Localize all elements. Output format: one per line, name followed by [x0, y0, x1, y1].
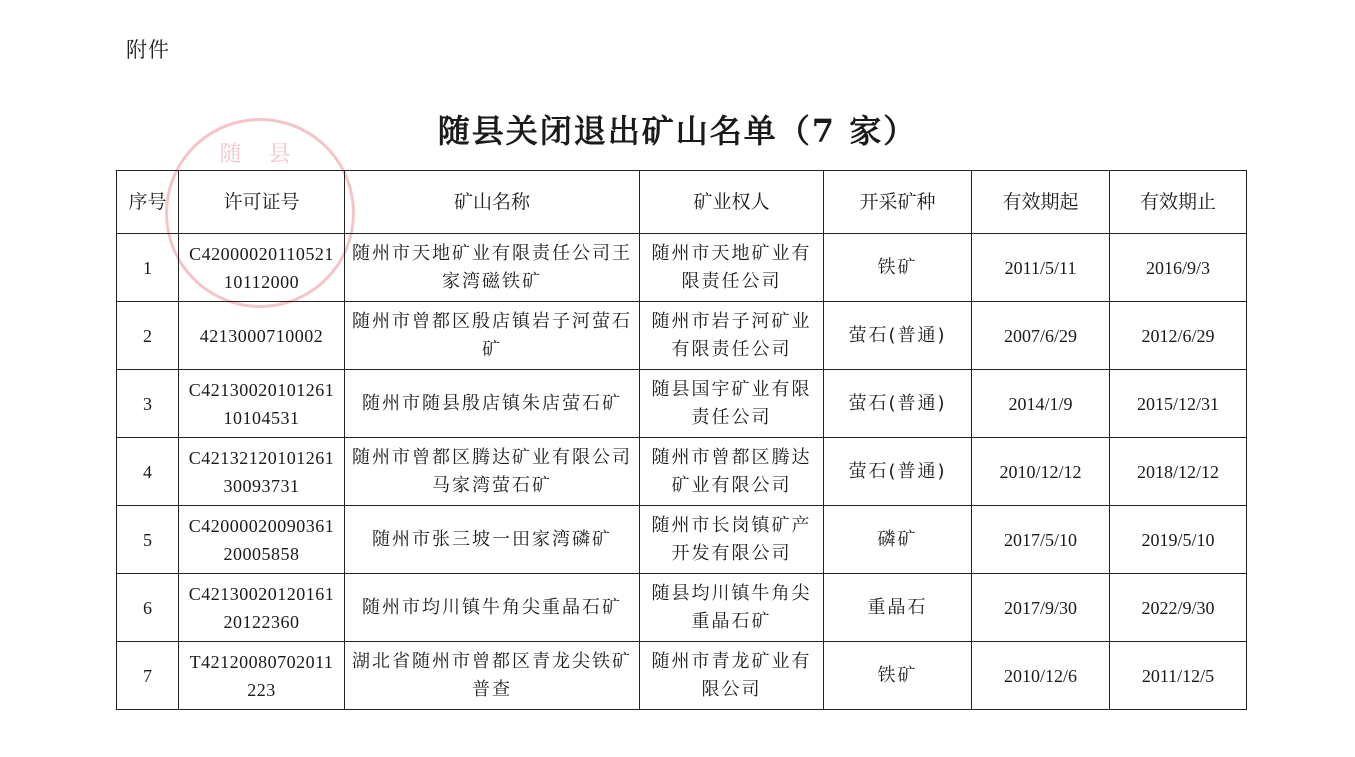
row-owner: 随州市曾都区腾达矿业有限公司 — [640, 438, 824, 506]
row-no: 5 — [117, 506, 179, 574]
row-mine-name: 随州市曾都区殷店镇岩子河萤石矿 — [345, 302, 640, 370]
row-owner: 随州市岩子河矿业有限责任公司 — [640, 302, 824, 370]
row-mine-name: 随州市曾都区腾达矿业有限公司马家湾萤石矿 — [345, 438, 640, 506]
row-valid-from: 2010/12/12 — [972, 438, 1110, 506]
header-mine-name: 矿山名称 — [345, 171, 640, 234]
row-no: 2 — [117, 302, 179, 370]
row-owner: 随县国宇矿业有限责任公司 — [640, 370, 824, 438]
row-mine-name: 随州市张三坡一田家湾磷矿 — [345, 506, 640, 574]
row-valid-to: 2016/9/3 — [1110, 234, 1247, 302]
row-license: C4213002012016120122360 — [179, 574, 345, 642]
header-mineral: 开采矿种 — [824, 171, 972, 234]
seal-text: 随 县 — [219, 142, 301, 167]
row-valid-from: 2010/12/6 — [972, 642, 1110, 710]
document-title: 随县关闭退出矿山名单（7 家） — [437, 112, 918, 150]
row-no: 1 — [117, 234, 179, 302]
row-owner: 随州市青龙矿业有限公司 — [640, 642, 824, 710]
row-valid-to: 2022/9/30 — [1110, 574, 1247, 642]
row-valid-from: 2011/5/11 — [972, 234, 1110, 302]
row-license: T42120080702011223 — [179, 642, 345, 710]
header-owner: 矿业权人 — [640, 171, 824, 234]
row-valid-to: 2011/12/5 — [1110, 642, 1247, 710]
header-valid-from: 有效期起 — [972, 171, 1110, 234]
row-no: 7 — [117, 642, 179, 710]
row-owner: 随州市长岗镇矿产开发有限公司 — [640, 506, 824, 574]
row-mineral: 萤石(普通) — [824, 438, 972, 506]
row-mineral: 铁矿 — [824, 642, 972, 710]
table-row — [117, 438, 1247, 506]
row-valid-from: 2014/1/9 — [972, 370, 1110, 438]
row-valid-to: 2015/12/31 — [1110, 370, 1247, 438]
table-row — [117, 370, 1247, 438]
row-license: C4213212010126130093731 — [179, 438, 345, 506]
row-no: 6 — [117, 574, 179, 642]
header-valid-to: 有效期止 — [1110, 171, 1247, 234]
row-license: 4213000710002 — [179, 302, 345, 370]
row-mine-name: 湖北省随州市曾都区青龙尖铁矿普查 — [345, 642, 640, 710]
row-mine-name: 随州市天地矿业有限责任公司王家湾磁铁矿 — [345, 234, 640, 302]
row-license: C4200002009036120005858 — [179, 506, 345, 574]
table-header-row — [117, 171, 1247, 234]
mine-closure-table — [116, 170, 1247, 710]
row-mineral: 重晶石 — [824, 574, 972, 642]
table-row — [117, 302, 1247, 370]
attachment-label: 附件 — [126, 38, 170, 62]
row-license: C4200002011052110112000 — [179, 234, 345, 302]
header-license: 许可证号 — [179, 171, 345, 234]
row-mine-name: 随州市均川镇牛角尖重晶石矿 — [345, 574, 640, 642]
row-valid-from: 2017/5/10 — [972, 506, 1110, 574]
row-license: C4213002010126110104531 — [179, 370, 345, 438]
row-valid-to: 2018/12/12 — [1110, 438, 1247, 506]
row-mineral: 铁矿 — [824, 234, 972, 302]
row-mineral: 磷矿 — [824, 506, 972, 574]
row-valid-to: 2012/6/29 — [1110, 302, 1247, 370]
row-valid-from: 2017/9/30 — [972, 574, 1110, 642]
table-row — [117, 642, 1247, 710]
row-valid-to: 2019/5/10 — [1110, 506, 1247, 574]
row-mine-name: 随州市随县殷店镇朱店萤石矿 — [345, 370, 640, 438]
row-valid-from: 2007/6/29 — [972, 302, 1110, 370]
row-owner: 随州市天地矿业有限责任公司 — [640, 234, 824, 302]
row-owner: 随县均川镇牛角尖重晶石矿 — [640, 574, 824, 642]
row-no: 4 — [117, 438, 179, 506]
table-row — [117, 574, 1247, 642]
header-no: 序号 — [117, 171, 179, 234]
row-no: 3 — [117, 370, 179, 438]
row-mineral: 萤石(普通) — [824, 302, 972, 370]
table-row — [117, 234, 1247, 302]
table-row — [117, 506, 1247, 574]
row-mineral: 萤石(普通) — [824, 370, 972, 438]
